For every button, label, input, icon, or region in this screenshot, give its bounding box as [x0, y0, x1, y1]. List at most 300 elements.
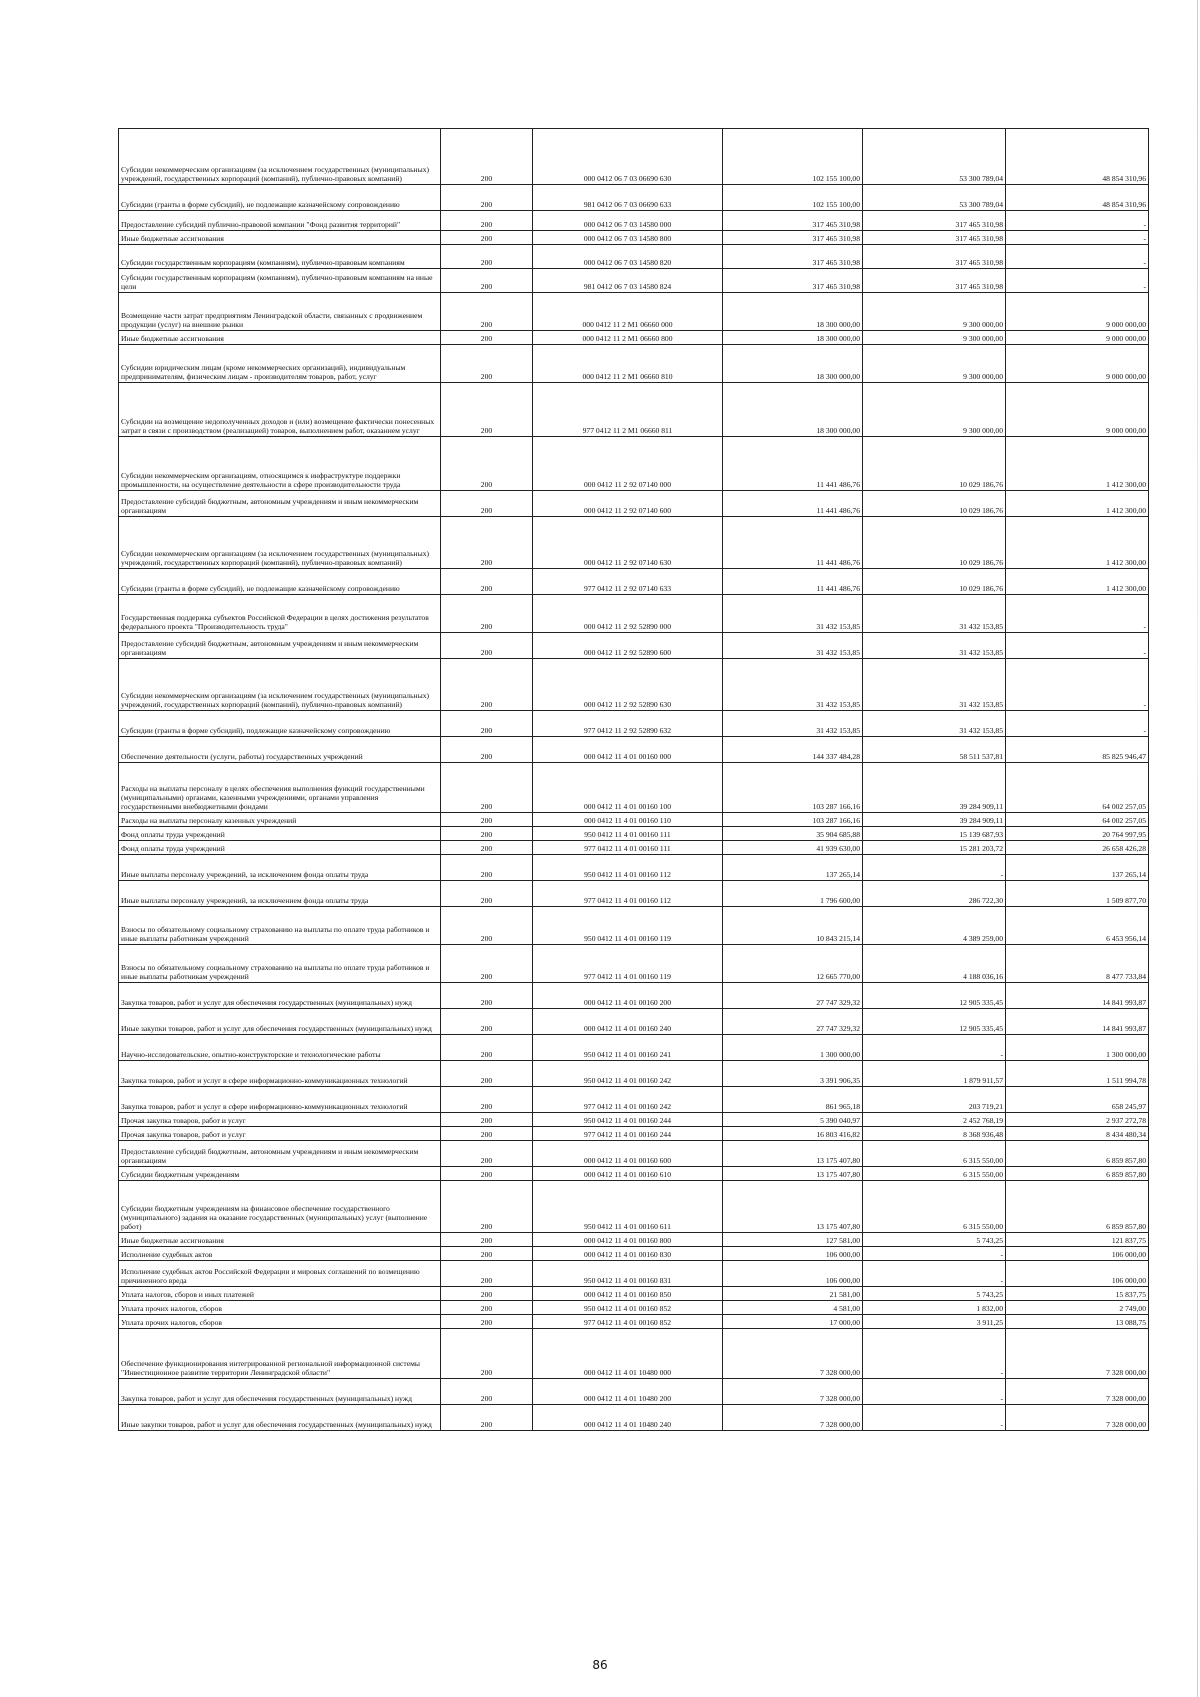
row-budget-code-cell: 000 0412 11 4 01 10480 200 — [533, 1379, 723, 1405]
table-row — [119, 269, 1149, 293]
row-unexecuted-cell: - — [1006, 231, 1149, 245]
row-executed-cell: 12 905 335,45 — [863, 1009, 1006, 1035]
row-line-code-cell: 200 — [441, 383, 533, 437]
row-executed-cell: 9 300 000,00 — [863, 345, 1006, 383]
row-approved-cell: 3 391 906,35 — [723, 1061, 863, 1087]
row-budget-code-cell: 000 0412 11 4 01 00160 600 — [533, 1141, 723, 1167]
row-approved-cell: 137 265,14 — [723, 855, 863, 881]
row-line-code-cell: 200 — [441, 1035, 533, 1061]
row-executed-cell: 1 879 911,57 — [863, 1061, 1006, 1087]
row-line-code-cell: 200 — [441, 1301, 533, 1315]
row-budget-code-cell: 000 0412 11 4 01 00160 100 — [533, 763, 723, 813]
row-budget-code-cell: 000 0412 06 7 03 14580 000 — [533, 211, 723, 231]
row-budget-code-cell: 000 0412 11 4 01 00160 800 — [533, 1233, 723, 1247]
row-approved-cell: 144 337 484,28 — [723, 737, 863, 763]
row-line-code-cell: 200 — [441, 711, 533, 737]
row-budget-code-cell: 000 0412 06 7 03 14580 820 — [533, 245, 723, 269]
row-line-code-cell: 200 — [441, 855, 533, 881]
row-line-code-cell: 200 — [441, 737, 533, 763]
row-budget-code-cell: 000 0412 11 2 92 07140 000 — [533, 437, 723, 491]
row-unexecuted-cell: 9 000 000,00 — [1006, 383, 1149, 437]
table-row — [119, 1247, 1149, 1261]
table-row — [119, 383, 1149, 437]
row-name-cell: Уплата прочих налогов, сборов — [119, 1315, 441, 1329]
row-unexecuted-cell: 48 854 310,96 — [1006, 129, 1149, 185]
row-approved-cell: 13 175 407,80 — [723, 1141, 863, 1167]
row-budget-code-cell: 977 0412 11 2 M1 06660 811 — [533, 383, 723, 437]
row-approved-cell: 7 328 000,00 — [723, 1329, 863, 1379]
row-approved-cell: 317 465 310,98 — [723, 245, 863, 269]
table-row — [119, 907, 1149, 945]
row-approved-cell: 31 432 153,85 — [723, 711, 863, 737]
row-line-code-cell: 200 — [441, 1113, 533, 1127]
row-approved-cell: 5 390 040,97 — [723, 1113, 863, 1127]
row-executed-cell: 12 905 335,45 — [863, 983, 1006, 1009]
row-executed-cell: 15 281 203,72 — [863, 841, 1006, 855]
row-name-cell: Возмещение части затрат предприятиям Ленинградской области, связанных с продвижением продукции (услуг) на внешние рынки — [119, 293, 441, 331]
row-name-cell: Субсидии (гранты в форме субсидий), не подлежащие казначейскому сопровождению — [119, 185, 441, 211]
budget-execution-sheet — [118, 128, 1148, 1431]
row-line-code-cell: 200 — [441, 1127, 533, 1141]
row-approved-cell: 317 465 310,98 — [723, 231, 863, 245]
table-row — [119, 1167, 1149, 1181]
row-unexecuted-cell: - — [1006, 269, 1149, 293]
table-row — [119, 1233, 1149, 1247]
row-line-code-cell: 200 — [441, 1315, 533, 1329]
row-executed-cell: 3 911,25 — [863, 1315, 1006, 1329]
table-row — [119, 345, 1149, 383]
row-unexecuted-cell: 13 088,75 — [1006, 1315, 1149, 1329]
row-name-cell: Предоставление субсидий бюджетным, автономным учреждениям и иным некоммерческим организациям — [119, 1141, 441, 1167]
row-line-code-cell: 200 — [441, 1087, 533, 1113]
row-name-cell: Исполнение судебных актов Российской Федерации и мировых соглашений по возмещению причиненного вреда — [119, 1261, 441, 1287]
row-executed-cell: - — [863, 1247, 1006, 1261]
row-budget-code-cell: 000 0412 11 4 01 10480 240 — [533, 1405, 723, 1431]
row-line-code-cell: 200 — [441, 1247, 533, 1261]
row-executed-cell: 10 029 186,76 — [863, 437, 1006, 491]
row-line-code-cell: 200 — [441, 1379, 533, 1405]
row-line-code-cell: 200 — [441, 907, 533, 945]
table-row — [119, 1379, 1149, 1405]
row-executed-cell: - — [863, 1035, 1006, 1061]
row-unexecuted-cell: 9 000 000,00 — [1006, 293, 1149, 331]
table-row — [119, 1127, 1149, 1141]
row-name-cell: Субсидии некоммерческим организациям, относящимся к инфраструктуре поддержки промышленности, на осуществление деятельности в сфере производительности труда — [119, 437, 441, 491]
table-row — [119, 491, 1149, 517]
table-row — [119, 763, 1149, 813]
row-approved-cell: 7 328 000,00 — [723, 1379, 863, 1405]
row-line-code-cell: 200 — [441, 129, 533, 185]
row-unexecuted-cell: 1 412 300,00 — [1006, 517, 1149, 569]
row-approved-cell: 7 328 000,00 — [723, 1405, 863, 1431]
row-budget-code-cell: 950 0412 11 4 01 00160 611 — [533, 1181, 723, 1233]
row-budget-code-cell: 977 0412 11 2 92 52890 632 — [533, 711, 723, 737]
row-name-cell: Закупка товаров, работ и услуг в сфере информационно-коммуникационных технологий — [119, 1061, 441, 1087]
row-unexecuted-cell: 658 245,97 — [1006, 1087, 1149, 1113]
row-budget-code-cell: 000 0412 11 4 01 10480 000 — [533, 1329, 723, 1379]
row-name-cell: Иные закупки товаров, работ и услуг для обеспечения государственных (муниципальных) нужд — [119, 1405, 441, 1431]
row-executed-cell: 39 284 909,11 — [863, 813, 1006, 827]
row-executed-cell: - — [863, 1405, 1006, 1431]
row-executed-cell: 6 315 550,00 — [863, 1141, 1006, 1167]
row-budget-code-cell: 000 0412 11 4 01 00160 830 — [533, 1247, 723, 1261]
row-unexecuted-cell: 1 300 000,00 — [1006, 1035, 1149, 1061]
row-unexecuted-cell: 20 764 997,95 — [1006, 827, 1149, 841]
row-executed-cell: 286 722,30 — [863, 881, 1006, 907]
row-unexecuted-cell: 1 412 300,00 — [1006, 437, 1149, 491]
row-unexecuted-cell: 1 511 994,78 — [1006, 1061, 1149, 1087]
row-name-cell: Субсидии (гранты в форме субсидий), подлежащие казначейскому сопровождению — [119, 711, 441, 737]
row-executed-cell: 317 465 310,98 — [863, 211, 1006, 231]
row-line-code-cell: 200 — [441, 841, 533, 855]
budget-execution-table — [118, 128, 1149, 1431]
row-budget-code-cell: 981 0412 06 7 03 14580 824 — [533, 269, 723, 293]
row-budget-code-cell: 977 0412 11 4 01 00160 112 — [533, 881, 723, 907]
row-approved-cell: 13 175 407,80 — [723, 1167, 863, 1181]
row-budget-code-cell: 977 0412 11 2 92 07140 633 — [533, 569, 723, 595]
table-row — [119, 983, 1149, 1009]
row-unexecuted-cell: 14 841 993,87 — [1006, 1009, 1149, 1035]
row-name-cell: Исполнение судебных актов — [119, 1247, 441, 1261]
row-unexecuted-cell: 9 000 000,00 — [1006, 345, 1149, 383]
row-line-code-cell: 200 — [441, 517, 533, 569]
row-approved-cell: 17 000,00 — [723, 1315, 863, 1329]
row-name-cell: Субсидии некоммерческим организациям (за исключением государственных (муниципальных) учреждений, государственных корпораций (компаний), публично-правовых компаний) — [119, 517, 441, 569]
row-unexecuted-cell: 15 837,75 — [1006, 1287, 1149, 1301]
row-unexecuted-cell: 137 265,14 — [1006, 855, 1149, 881]
row-name-cell: Государственная поддержка субъектов Российской Федерации в целях достижения результатов федерального проекта "Производительность труда" — [119, 595, 441, 633]
row-budget-code-cell: 000 0412 11 4 01 00160 000 — [533, 737, 723, 763]
row-approved-cell: 103 287 166,16 — [723, 813, 863, 827]
row-unexecuted-cell: 26 658 426,28 — [1006, 841, 1149, 855]
row-budget-code-cell: 977 0412 11 4 01 00160 119 — [533, 945, 723, 983]
table-row — [119, 737, 1149, 763]
row-line-code-cell: 200 — [441, 331, 533, 345]
table-row — [119, 211, 1149, 231]
row-unexecuted-cell: 64 002 257,05 — [1006, 763, 1149, 813]
row-unexecuted-cell: 6 859 857,80 — [1006, 1141, 1149, 1167]
row-approved-cell: 11 441 486,76 — [723, 491, 863, 517]
row-approved-cell: 317 465 310,98 — [723, 211, 863, 231]
page-number: 86 — [592, 1658, 608, 1672]
row-line-code-cell: 200 — [441, 1167, 533, 1181]
row-unexecuted-cell: 7 328 000,00 — [1006, 1329, 1149, 1379]
row-approved-cell: 106 000,00 — [723, 1261, 863, 1287]
row-approved-cell: 106 000,00 — [723, 1247, 863, 1261]
row-line-code-cell: 200 — [441, 345, 533, 383]
row-approved-cell: 11 441 486,76 — [723, 569, 863, 595]
row-name-cell: Расходы на выплаты персоналу казенных учреждений — [119, 813, 441, 827]
table-row — [119, 1287, 1149, 1301]
row-name-cell: Иные выплаты персоналу учреждений, за исключением фонда оплаты труда — [119, 855, 441, 881]
row-unexecuted-cell: 1 509 877,70 — [1006, 881, 1149, 907]
row-unexecuted-cell: 2 937 272,78 — [1006, 1113, 1149, 1127]
row-approved-cell: 103 287 166,16 — [723, 763, 863, 813]
row-budget-code-cell: 000 0412 11 4 01 00160 610 — [533, 1167, 723, 1181]
row-unexecuted-cell: 2 749,00 — [1006, 1301, 1149, 1315]
row-unexecuted-cell: 1 412 300,00 — [1006, 491, 1149, 517]
row-budget-code-cell: 977 0412 11 4 01 00160 244 — [533, 1127, 723, 1141]
row-budget-code-cell: 000 0412 11 4 01 00160 110 — [533, 813, 723, 827]
table-row — [119, 245, 1149, 269]
row-executed-cell: 9 300 000,00 — [863, 293, 1006, 331]
row-name-cell: Взносы по обязательному социальному страхованию на выплаты по оплате труда работников и иные выплаты работникам учреждений — [119, 945, 441, 983]
row-name-cell: Иные бюджетные ассигнования — [119, 231, 441, 245]
row-name-cell: Предоставление субсидий бюджетным, автономным учреждениям и иным некоммерческим организациям — [119, 491, 441, 517]
row-unexecuted-cell: - — [1006, 211, 1149, 231]
table-row — [119, 813, 1149, 827]
row-line-code-cell: 200 — [441, 293, 533, 331]
table-row — [119, 855, 1149, 881]
row-approved-cell: 31 432 153,85 — [723, 633, 863, 659]
row-executed-cell: 31 432 153,85 — [863, 711, 1006, 737]
row-name-cell: Субсидии бюджетным учреждениям — [119, 1167, 441, 1181]
row-unexecuted-cell: 14 841 993,87 — [1006, 983, 1149, 1009]
row-unexecuted-cell: - — [1006, 659, 1149, 711]
row-budget-code-cell: 000 0412 06 7 03 06690 630 — [533, 129, 723, 185]
row-line-code-cell: 200 — [441, 1329, 533, 1379]
row-executed-cell: - — [863, 1261, 1006, 1287]
row-name-cell: Субсидии государственным корпорациям (компаниям), публично-правовым компаниям — [119, 245, 441, 269]
row-name-cell: Субсидии некоммерческим организациям (за исключением государственных (муниципальных) учреждений, государственных корпораций (компаний), публично-правовых компаний) — [119, 659, 441, 711]
scan-edge — [1197, 0, 1198, 1697]
row-executed-cell: 8 368 936,48 — [863, 1127, 1006, 1141]
row-line-code-cell: 200 — [441, 269, 533, 293]
row-unexecuted-cell: - — [1006, 711, 1149, 737]
row-approved-cell: 12 665 770,00 — [723, 945, 863, 983]
row-unexecuted-cell: 6 859 857,80 — [1006, 1167, 1149, 1181]
row-approved-cell: 31 432 153,85 — [723, 595, 863, 633]
row-name-cell: Уплата прочих налогов, сборов — [119, 1301, 441, 1315]
row-approved-cell: 10 843 215,14 — [723, 907, 863, 945]
row-executed-cell: 58 511 537,81 — [863, 737, 1006, 763]
row-budget-code-cell: 950 0412 11 4 01 00160 831 — [533, 1261, 723, 1287]
row-approved-cell: 18 300 000,00 — [723, 293, 863, 331]
row-executed-cell: 4 188 036,16 — [863, 945, 1006, 983]
row-budget-code-cell: 000 0412 11 2 M1 06660 800 — [533, 331, 723, 345]
table-row — [119, 1405, 1149, 1431]
row-unexecuted-cell: 64 002 257,05 — [1006, 813, 1149, 827]
row-executed-cell: 39 284 909,11 — [863, 763, 1006, 813]
row-executed-cell: 6 315 550,00 — [863, 1167, 1006, 1181]
row-approved-cell: 27 747 329,32 — [723, 983, 863, 1009]
row-executed-cell: 9 300 000,00 — [863, 331, 1006, 345]
row-budget-code-cell: 000 0412 11 2 M1 06660 000 — [533, 293, 723, 331]
row-line-code-cell: 200 — [441, 1141, 533, 1167]
row-executed-cell: 31 432 153,85 — [863, 659, 1006, 711]
table-row — [119, 841, 1149, 855]
budget-table-body — [119, 129, 1149, 1431]
row-executed-cell: 31 432 153,85 — [863, 595, 1006, 633]
row-line-code-cell: 200 — [441, 595, 533, 633]
row-line-code-cell: 200 — [441, 1405, 533, 1431]
row-unexecuted-cell: 8 434 480,34 — [1006, 1127, 1149, 1141]
row-approved-cell: 27 747 329,32 — [723, 1009, 863, 1035]
row-name-cell: Иные выплаты персоналу учреждений, за исключением фонда оплаты труда — [119, 881, 441, 907]
row-line-code-cell: 200 — [441, 1287, 533, 1301]
table-row — [119, 827, 1149, 841]
row-executed-cell: - — [863, 1379, 1006, 1405]
row-executed-cell: 2 452 768,19 — [863, 1113, 1006, 1127]
table-row — [119, 1181, 1149, 1233]
row-name-cell: Иные бюджетные ассигнования — [119, 1233, 441, 1247]
table-row — [119, 945, 1149, 983]
row-budget-code-cell: 000 0412 11 2 92 52890 000 — [533, 595, 723, 633]
row-name-cell: Обеспечение деятельности (услуги, работы) государственных учреждений — [119, 737, 441, 763]
row-name-cell: Уплата налогов, сборов и иных платежей — [119, 1287, 441, 1301]
table-row — [119, 881, 1149, 907]
table-row — [119, 1261, 1149, 1287]
row-name-cell: Фонд оплаты труда учреждений — [119, 841, 441, 855]
row-approved-cell: 1 796 600,00 — [723, 881, 863, 907]
row-unexecuted-cell: 7 328 000,00 — [1006, 1379, 1149, 1405]
row-name-cell: Субсидии юридическим лицам (кроме некоммерческих организаций), индивидуальным предпринимателям, физическим лицам - производителям товаров, работ, услуг — [119, 345, 441, 383]
table-row — [119, 1315, 1149, 1329]
table-row — [119, 1301, 1149, 1315]
row-name-cell: Предоставление субсидий публично-правовой компании "Фонд развития территорий" — [119, 211, 441, 231]
row-budget-code-cell: 950 0412 11 4 01 00160 111 — [533, 827, 723, 841]
row-executed-cell: 31 432 153,85 — [863, 633, 1006, 659]
row-approved-cell: 861 965,18 — [723, 1087, 863, 1113]
row-budget-code-cell: 000 0412 11 2 92 07140 630 — [533, 517, 723, 569]
row-line-code-cell: 200 — [441, 1181, 533, 1233]
row-name-cell: Прочая закупка товаров, работ и услуг — [119, 1113, 441, 1127]
row-budget-code-cell: 000 0412 11 2 92 07140 600 — [533, 491, 723, 517]
row-budget-code-cell: 950 0412 11 4 01 00160 112 — [533, 855, 723, 881]
row-line-code-cell: 200 — [441, 983, 533, 1009]
row-approved-cell: 102 155 100,00 — [723, 185, 863, 211]
row-line-code-cell: 200 — [441, 659, 533, 711]
row-line-code-cell: 200 — [441, 1233, 533, 1247]
row-executed-cell: 6 315 550,00 — [863, 1181, 1006, 1233]
row-approved-cell: 41 939 630,00 — [723, 841, 863, 855]
row-name-cell: Иные бюджетные ассигнования — [119, 331, 441, 345]
row-line-code-cell: 200 — [441, 437, 533, 491]
row-line-code-cell: 200 — [441, 491, 533, 517]
row-name-cell: Закупка товаров, работ и услуг для обеспечения государственных (муниципальных) нужд — [119, 983, 441, 1009]
table-row — [119, 437, 1149, 491]
row-name-cell: Прочая закупка товаров, работ и услуг — [119, 1127, 441, 1141]
table-row — [119, 185, 1149, 211]
row-name-cell: Субсидии (гранты в форме субсидий), не подлежащие казначейскому сопровождению — [119, 569, 441, 595]
table-row — [119, 231, 1149, 245]
row-line-code-cell: 200 — [441, 211, 533, 231]
row-name-cell: Субсидии на возмещение недополученных доходов и (или) возмещение фактически понесенных затрат в связи с производством (реализацией) товаров, выполнением работ, оказанием услуг — [119, 383, 441, 437]
row-unexecuted-cell: 85 825 946,47 — [1006, 737, 1149, 763]
row-line-code-cell: 200 — [441, 569, 533, 595]
row-unexecuted-cell: - — [1006, 245, 1149, 269]
row-name-cell: Субсидии некоммерческим организациям (за исключением государственных (муниципальных) учреждений, государственных корпораций (компаний), публично-правовых компаний) — [119, 129, 441, 185]
row-budget-code-cell: 000 0412 11 4 01 00160 850 — [533, 1287, 723, 1301]
row-approved-cell: 16 803 416,82 — [723, 1127, 863, 1141]
row-approved-cell: 4 581,00 — [723, 1301, 863, 1315]
row-line-code-cell: 200 — [441, 1061, 533, 1087]
row-executed-cell: 9 300 000,00 — [863, 383, 1006, 437]
row-executed-cell: 5 743,25 — [863, 1287, 1006, 1301]
row-approved-cell: 1 300 000,00 — [723, 1035, 863, 1061]
row-budget-code-cell: 950 0412 11 4 01 00160 852 — [533, 1301, 723, 1315]
table-row — [119, 1141, 1149, 1167]
row-budget-code-cell: 000 0412 11 4 01 00160 240 — [533, 1009, 723, 1035]
row-budget-code-cell: 000 0412 11 2 92 52890 630 — [533, 659, 723, 711]
row-budget-code-cell: 000 0412 11 2 M1 06660 810 — [533, 345, 723, 383]
row-line-code-cell: 200 — [441, 1261, 533, 1287]
row-unexecuted-cell: 1 412 300,00 — [1006, 569, 1149, 595]
row-unexecuted-cell: 7 328 000,00 — [1006, 1405, 1149, 1431]
table-row — [119, 293, 1149, 331]
row-executed-cell: 10 029 186,76 — [863, 569, 1006, 595]
row-budget-code-cell: 000 0412 11 2 92 52890 600 — [533, 633, 723, 659]
row-budget-code-cell: 977 0412 11 4 01 00160 242 — [533, 1087, 723, 1113]
row-executed-cell: 53 300 789,04 — [863, 129, 1006, 185]
row-name-cell: Иные закупки товаров, работ и услуг для обеспечения государственных (муниципальных) нужд — [119, 1009, 441, 1035]
row-approved-cell: 21 581,00 — [723, 1287, 863, 1301]
row-approved-cell: 31 432 153,85 — [723, 659, 863, 711]
row-approved-cell: 11 441 486,76 — [723, 517, 863, 569]
row-unexecuted-cell: - — [1006, 633, 1149, 659]
table-row — [119, 331, 1149, 345]
row-unexecuted-cell: 6 859 857,80 — [1006, 1181, 1149, 1233]
row-budget-code-cell: 000 0412 11 4 01 00160 200 — [533, 983, 723, 1009]
row-line-code-cell: 200 — [441, 827, 533, 841]
row-approved-cell: 13 175 407,80 — [723, 1181, 863, 1233]
row-unexecuted-cell: 106 000,00 — [1006, 1247, 1149, 1261]
row-budget-code-cell: 950 0412 11 4 01 00160 241 — [533, 1035, 723, 1061]
row-approved-cell: 18 300 000,00 — [723, 383, 863, 437]
row-name-cell: Фонд оплаты труда учреждений — [119, 827, 441, 841]
row-budget-code-cell: 950 0412 11 4 01 00160 119 — [533, 907, 723, 945]
row-executed-cell: - — [863, 1329, 1006, 1379]
row-executed-cell: 5 743,25 — [863, 1233, 1006, 1247]
row-line-code-cell: 200 — [441, 813, 533, 827]
table-row — [119, 1087, 1149, 1113]
row-unexecuted-cell: - — [1006, 595, 1149, 633]
row-name-cell: Закупка товаров, работ и услуг для обеспечения государственных (муниципальных) нужд — [119, 1379, 441, 1405]
table-row — [119, 1035, 1149, 1061]
row-approved-cell: 18 300 000,00 — [723, 345, 863, 383]
row-unexecuted-cell: 106 000,00 — [1006, 1261, 1149, 1287]
row-name-cell: Закупка товаров, работ и услуг в сфере информационно-коммуникационных технологий — [119, 1087, 441, 1113]
row-line-code-cell: 200 — [441, 1009, 533, 1035]
row-executed-cell: 317 465 310,98 — [863, 245, 1006, 269]
row-executed-cell: 4 389 259,00 — [863, 907, 1006, 945]
row-unexecuted-cell: 8 477 733,84 — [1006, 945, 1149, 983]
table-row — [119, 595, 1149, 633]
row-approved-cell: 317 465 310,98 — [723, 269, 863, 293]
row-name-cell: Обеспечение функционирования интегрированной региональной информационной системы "Инвестиционное развитие территории Ленинградской области" — [119, 1329, 441, 1379]
row-budget-code-cell: 977 0412 11 4 01 00160 852 — [533, 1315, 723, 1329]
row-line-code-cell: 200 — [441, 763, 533, 813]
row-line-code-cell: 200 — [441, 185, 533, 211]
row-name-cell: Субсидии бюджетным учреждениям на финансовое обеспечение государственного (муниципального) задания на оказание государственных (муниципальных) услуг (выполнение работ) — [119, 1181, 441, 1233]
row-budget-code-cell: 000 0412 06 7 03 14580 800 — [533, 231, 723, 245]
row-unexecuted-cell: 9 000 000,00 — [1006, 331, 1149, 345]
row-approved-cell: 102 155 100,00 — [723, 129, 863, 185]
row-budget-code-cell: 950 0412 11 4 01 00160 244 — [533, 1113, 723, 1127]
row-name-cell: Научно-исследовательские, опытно-конструкторские и технологические работы — [119, 1035, 441, 1061]
row-budget-code-cell: 950 0412 11 4 01 00160 242 — [533, 1061, 723, 1087]
table-row — [119, 1113, 1149, 1127]
row-name-cell: Предоставление субсидий бюджетным, автономным учреждениям и иным некоммерческим организациям — [119, 633, 441, 659]
row-approved-cell: 18 300 000,00 — [723, 331, 863, 345]
row-line-code-cell: 200 — [441, 881, 533, 907]
row-line-code-cell: 200 — [441, 245, 533, 269]
row-name-cell: Взносы по обязательному социальному страхованию на выплаты по оплате труда работников и иные выплаты работникам учреждений — [119, 907, 441, 945]
table-row — [119, 129, 1149, 185]
row-executed-cell: 1 832,00 — [863, 1301, 1006, 1315]
row-approved-cell: 127 581,00 — [723, 1233, 863, 1247]
table-row — [119, 1329, 1149, 1379]
